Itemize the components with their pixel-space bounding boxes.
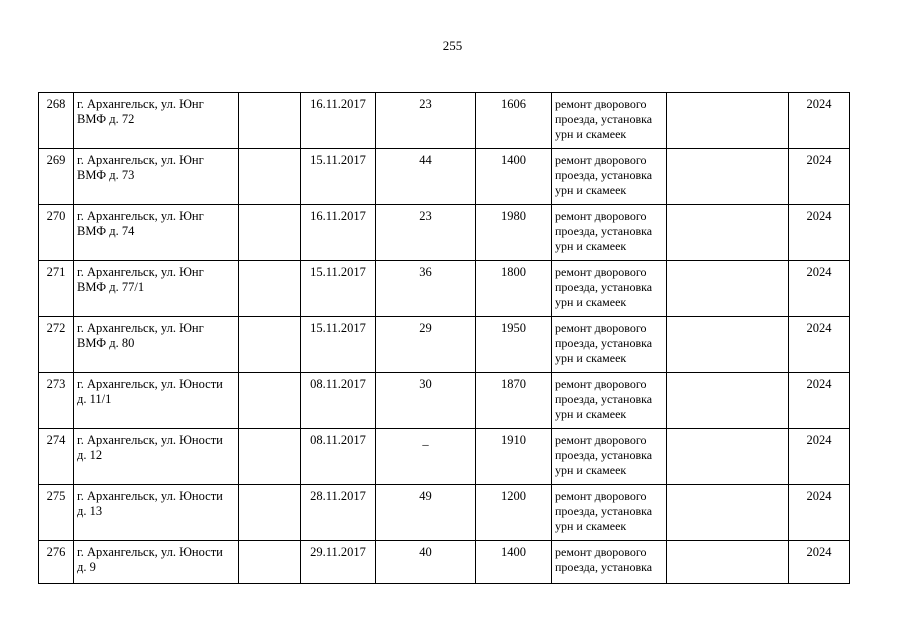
row-number-cell: 275 bbox=[39, 485, 74, 541]
empty-cell bbox=[239, 149, 301, 205]
row-number-cell: 276 bbox=[39, 541, 74, 584]
empty-cell bbox=[667, 485, 789, 541]
empty-cell bbox=[667, 373, 789, 429]
address-cell: г. Архангельск, ул. Юности д. 11/1 bbox=[74, 373, 239, 429]
empty-cell bbox=[667, 261, 789, 317]
date-cell: 15.11.2017 bbox=[301, 149, 376, 205]
value-cell: 1606 bbox=[476, 93, 552, 149]
value-cell: 1800 bbox=[476, 261, 552, 317]
year-cell: 2024 bbox=[789, 149, 850, 205]
table-row bbox=[39, 541, 850, 584]
address-cell: г. Архангельск, ул. Юности д. 9 bbox=[74, 541, 239, 584]
empty-cell bbox=[667, 429, 789, 485]
count-cell: 29 bbox=[376, 317, 476, 373]
empty-cell bbox=[239, 485, 301, 541]
value-cell: 1400 bbox=[476, 149, 552, 205]
year-cell: 2024 bbox=[789, 541, 850, 584]
address-cell: г. Архангельск, ул. Юности д. 13 bbox=[74, 485, 239, 541]
count-cell: 23 bbox=[376, 93, 476, 149]
address-cell: г. Архангельск, ул. Юнг ВМФ д. 80 bbox=[74, 317, 239, 373]
date-cell: 08.11.2017 bbox=[301, 429, 376, 485]
value-cell: 1980 bbox=[476, 205, 552, 261]
empty-cell bbox=[239, 317, 301, 373]
date-cell: 16.11.2017 bbox=[301, 93, 376, 149]
count-cell: 23 bbox=[376, 205, 476, 261]
empty-cell bbox=[239, 205, 301, 261]
address-cell: г. Архангельск, ул. Юности д. 12 bbox=[74, 429, 239, 485]
year-cell: 2024 bbox=[789, 485, 850, 541]
work-type-cell: ремонт дворового проезда, установка урн и скамеек bbox=[552, 149, 667, 205]
date-cell: 16.11.2017 bbox=[301, 205, 376, 261]
count-cell: 36 bbox=[376, 261, 476, 317]
address-cell: г. Архангельск, ул. Юнг ВМФ д. 72 bbox=[74, 93, 239, 149]
date-cell: 15.11.2017 bbox=[301, 261, 376, 317]
table-row bbox=[39, 373, 850, 429]
address-cell: г. Архангельск, ул. Юнг ВМФ д. 77/1 bbox=[74, 261, 239, 317]
empty-cell bbox=[667, 541, 789, 584]
address-cell: г. Архангельск, ул. Юнг ВМФ д. 73 bbox=[74, 149, 239, 205]
year-cell: 2024 bbox=[789, 205, 850, 261]
work-type-cell: ремонт дворового проезда, установка урн и скамеек bbox=[552, 485, 667, 541]
table-row bbox=[39, 205, 850, 261]
year-cell: 2024 bbox=[789, 429, 850, 485]
work-type-cell: ремонт дворового проезда, установка урн и скамеек bbox=[552, 205, 667, 261]
count-cell: 49 bbox=[376, 485, 476, 541]
work-type-cell: ремонт дворового проезда, установка урн и скамеек bbox=[552, 373, 667, 429]
empty-cell bbox=[667, 205, 789, 261]
date-cell: 08.11.2017 bbox=[301, 373, 376, 429]
count-cell: 30 bbox=[376, 373, 476, 429]
work-type-cell: ремонт дворового проезда, установка урн и скамеек bbox=[552, 429, 667, 485]
table-row bbox=[39, 317, 850, 373]
table-row bbox=[39, 93, 850, 149]
empty-cell bbox=[667, 149, 789, 205]
table-row bbox=[39, 149, 850, 205]
value-cell: 1400 bbox=[476, 541, 552, 584]
row-number-cell: 274 bbox=[39, 429, 74, 485]
empty-cell bbox=[239, 541, 301, 584]
row-number-cell: 271 bbox=[39, 261, 74, 317]
work-type-cell: ремонт дворового проезда, установка урн и скамеек bbox=[552, 93, 667, 149]
year-cell: 2024 bbox=[789, 93, 850, 149]
value-cell: 1200 bbox=[476, 485, 552, 541]
row-number-cell: 270 bbox=[39, 205, 74, 261]
address-cell: г. Архангельск, ул. Юнг ВМФ д. 74 bbox=[74, 205, 239, 261]
value-cell: 1910 bbox=[476, 429, 552, 485]
year-cell: 2024 bbox=[789, 261, 850, 317]
empty-cell bbox=[239, 429, 301, 485]
row-number-cell: 269 bbox=[39, 149, 74, 205]
date-cell: 29.11.2017 bbox=[301, 541, 376, 584]
empty-cell bbox=[239, 93, 301, 149]
registry-table bbox=[38, 92, 850, 584]
page-number: 255 bbox=[442, 38, 463, 53]
table-row bbox=[39, 261, 850, 317]
empty-cell bbox=[667, 93, 789, 149]
empty-cell bbox=[239, 261, 301, 317]
year-cell: 2024 bbox=[789, 317, 850, 373]
date-cell: 28.11.2017 bbox=[301, 485, 376, 541]
value-cell: 1870 bbox=[476, 373, 552, 429]
count-cell: 40 bbox=[376, 541, 476, 584]
row-number-cell: 273 bbox=[39, 373, 74, 429]
count-cell: _ bbox=[376, 429, 476, 485]
row-number-cell: 272 bbox=[39, 317, 74, 373]
year-cell: 2024 bbox=[789, 373, 850, 429]
work-type-cell: ремонт дворового проезда, установка урн и скамеек bbox=[552, 317, 667, 373]
date-cell: 15.11.2017 bbox=[301, 317, 376, 373]
value-cell: 1950 bbox=[476, 317, 552, 373]
empty-cell bbox=[239, 373, 301, 429]
row-number-cell: 268 bbox=[39, 93, 74, 149]
empty-cell bbox=[667, 317, 789, 373]
count-cell: 44 bbox=[376, 149, 476, 205]
table-row bbox=[39, 485, 850, 541]
table-row bbox=[39, 429, 850, 485]
work-type-cell: ремонт дворового проезда, установка bbox=[552, 541, 667, 584]
table-body bbox=[39, 93, 850, 584]
work-type-cell: ремонт дворового проезда, установка урн и скамеек bbox=[552, 261, 667, 317]
